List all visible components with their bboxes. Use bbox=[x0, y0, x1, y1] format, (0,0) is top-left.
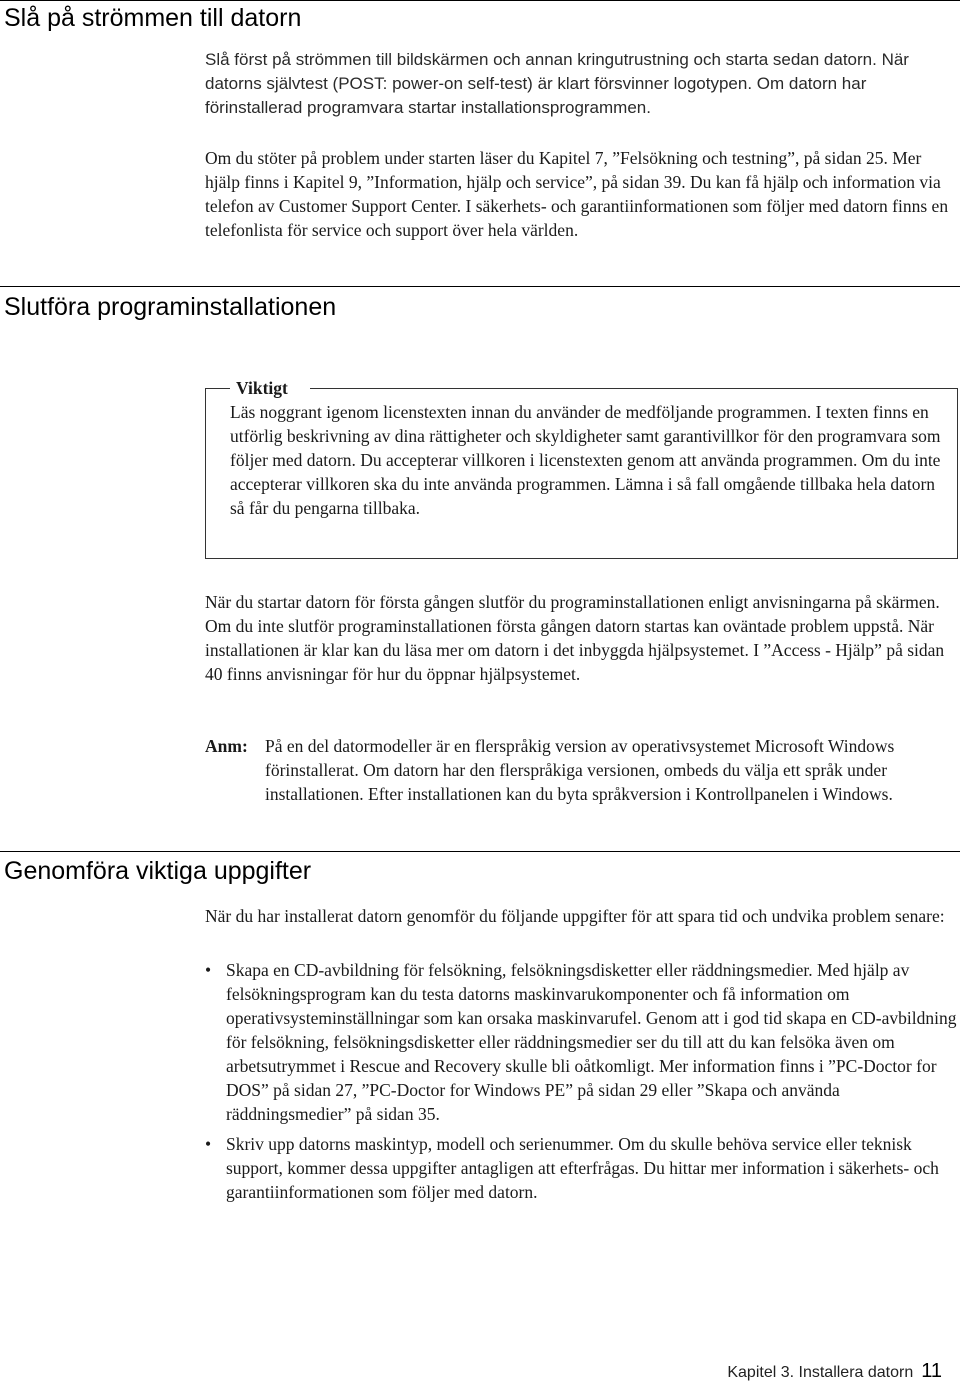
note-text: På en del datormodeller är en flerspråkig version av operativsystemet Microsoft Windows förinstallerat. Om datorn har den flerspråkiga versionen, ombeds du välja ett språk under installationen. Efter installationen kan du byta språkversion i Kontrollpanelen i Windows. bbox=[265, 736, 895, 804]
section-rule bbox=[0, 286, 960, 287]
footer-chapter: Kapitel 3. Installera datorn bbox=[727, 1364, 914, 1381]
task-list bbox=[205, 958, 957, 1210]
paragraph-tasks-intro: När du har installerat datorn genomför du följande uppgifter för att spara tid och undvika problem senare: bbox=[205, 906, 945, 926]
paragraph-power-on-intro: Slå först på strömmen till bildskärmen och annan kringutrustning och starta sedan datorn. När datorns självtest (POST: power-on self-test) är klart försvinner logotypen. Om datorn har förinstallerad programvara startar installationsprogrammen. bbox=[205, 50, 909, 117]
callout-top-border bbox=[206, 388, 230, 389]
important-callout bbox=[205, 378, 958, 559]
list-item-text: Skapa en CD-avbildning för felsökning, felsökningsdisketter eller räddningsmedier. Med hjälp av felsökningsprogram kan du testa datorns maskinvarukomponenter och få information om operativsysteminställningar som kan orsaka maskinvarufel. Genom att i god tid skapa en CD-avbildning för felsökning, felsökningsdisketter eller räddningsmedier ser du till att du kan felsöka även om arbetsutrymmet i Rescue and Recovery skulle bli oåtkomligt. Mer information finns i ”PC-Doctor for DOS” på sidan 27, ”PC-Doctor for Windows PE” på sidan 29 eller ”Skapa och använda räddningsmedier” på sidan 35. bbox=[226, 960, 957, 1124]
paragraph-finish-install: När du startar datorn för första gången slutför du programinstallationen enligt anvisningarna på skärmen. Om du inte slutför programinstallationen första gången datorn startas kan oväntade problem uppstå. När installationen är klar kan du läsa mer om datorn i det inbyggda hjälpsystemet. I ”Access - Hjälp” på sidan 40 finns anvisningar för hur du öppnar hjälpsystemet. bbox=[205, 592, 945, 684]
callout-title: Viktigt bbox=[230, 378, 294, 398]
note-label: Anm: bbox=[205, 736, 248, 756]
section-rule bbox=[0, 851, 960, 852]
top-rule bbox=[0, 0, 960, 1]
paragraph-power-on-problems: Om du stöter på problem under starten läser du Kapitel 7, ”Felsökning och testning”, på sidan 25. Mer hjälp finns i Kapitel 9, ”Information, hjälp och service”, på sidan 39. Du kan få hjälp och information via telefon av Customer Support Center. I säkerhets- och garantiinformationen som följer med datorn finns en telefonlista för service och support över hela världen. bbox=[205, 148, 949, 240]
list-item bbox=[205, 958, 957, 1126]
bullet-icon: • bbox=[205, 1134, 212, 1154]
bullet-icon: • bbox=[205, 960, 212, 980]
callout-top-border bbox=[310, 388, 957, 389]
heading-important-tasks: Genomföra viktiga uppgifter bbox=[4, 857, 312, 885]
callout-text: Läs noggrant igenom licenstexten innan du använder de medföljande programmen. I texten finns en utförlig beskrivning av dina rättigheter och skyldigheter samt garantivillkor för den programvara som följer med datorn. Du accepterar villkoren i licenstexten genom att använda programmen. Om du inte accepterar villkoren ska du inte använda programmen. Lämna i så fall omgående tillbaka hela datorn så får du pengarna tillbaka. bbox=[230, 402, 941, 518]
heading-finish-install: Slutföra programinstallationen bbox=[4, 293, 337, 321]
page-number: 11 bbox=[921, 1360, 942, 1382]
page-footer bbox=[727, 1360, 942, 1383]
list-item bbox=[205, 1132, 957, 1204]
list-item-text: Skriv upp datorns maskintyp, modell och serienummer. Om du skulle behöva service eller teknisk support, kommer dessa uppgifter antagligen att efterfrågas. Du hittar mer information i säkerhets- och garantiinformationen som följer med datorn. bbox=[226, 1134, 939, 1202]
heading-power-on: Slå på strömmen till datorn bbox=[4, 4, 302, 32]
